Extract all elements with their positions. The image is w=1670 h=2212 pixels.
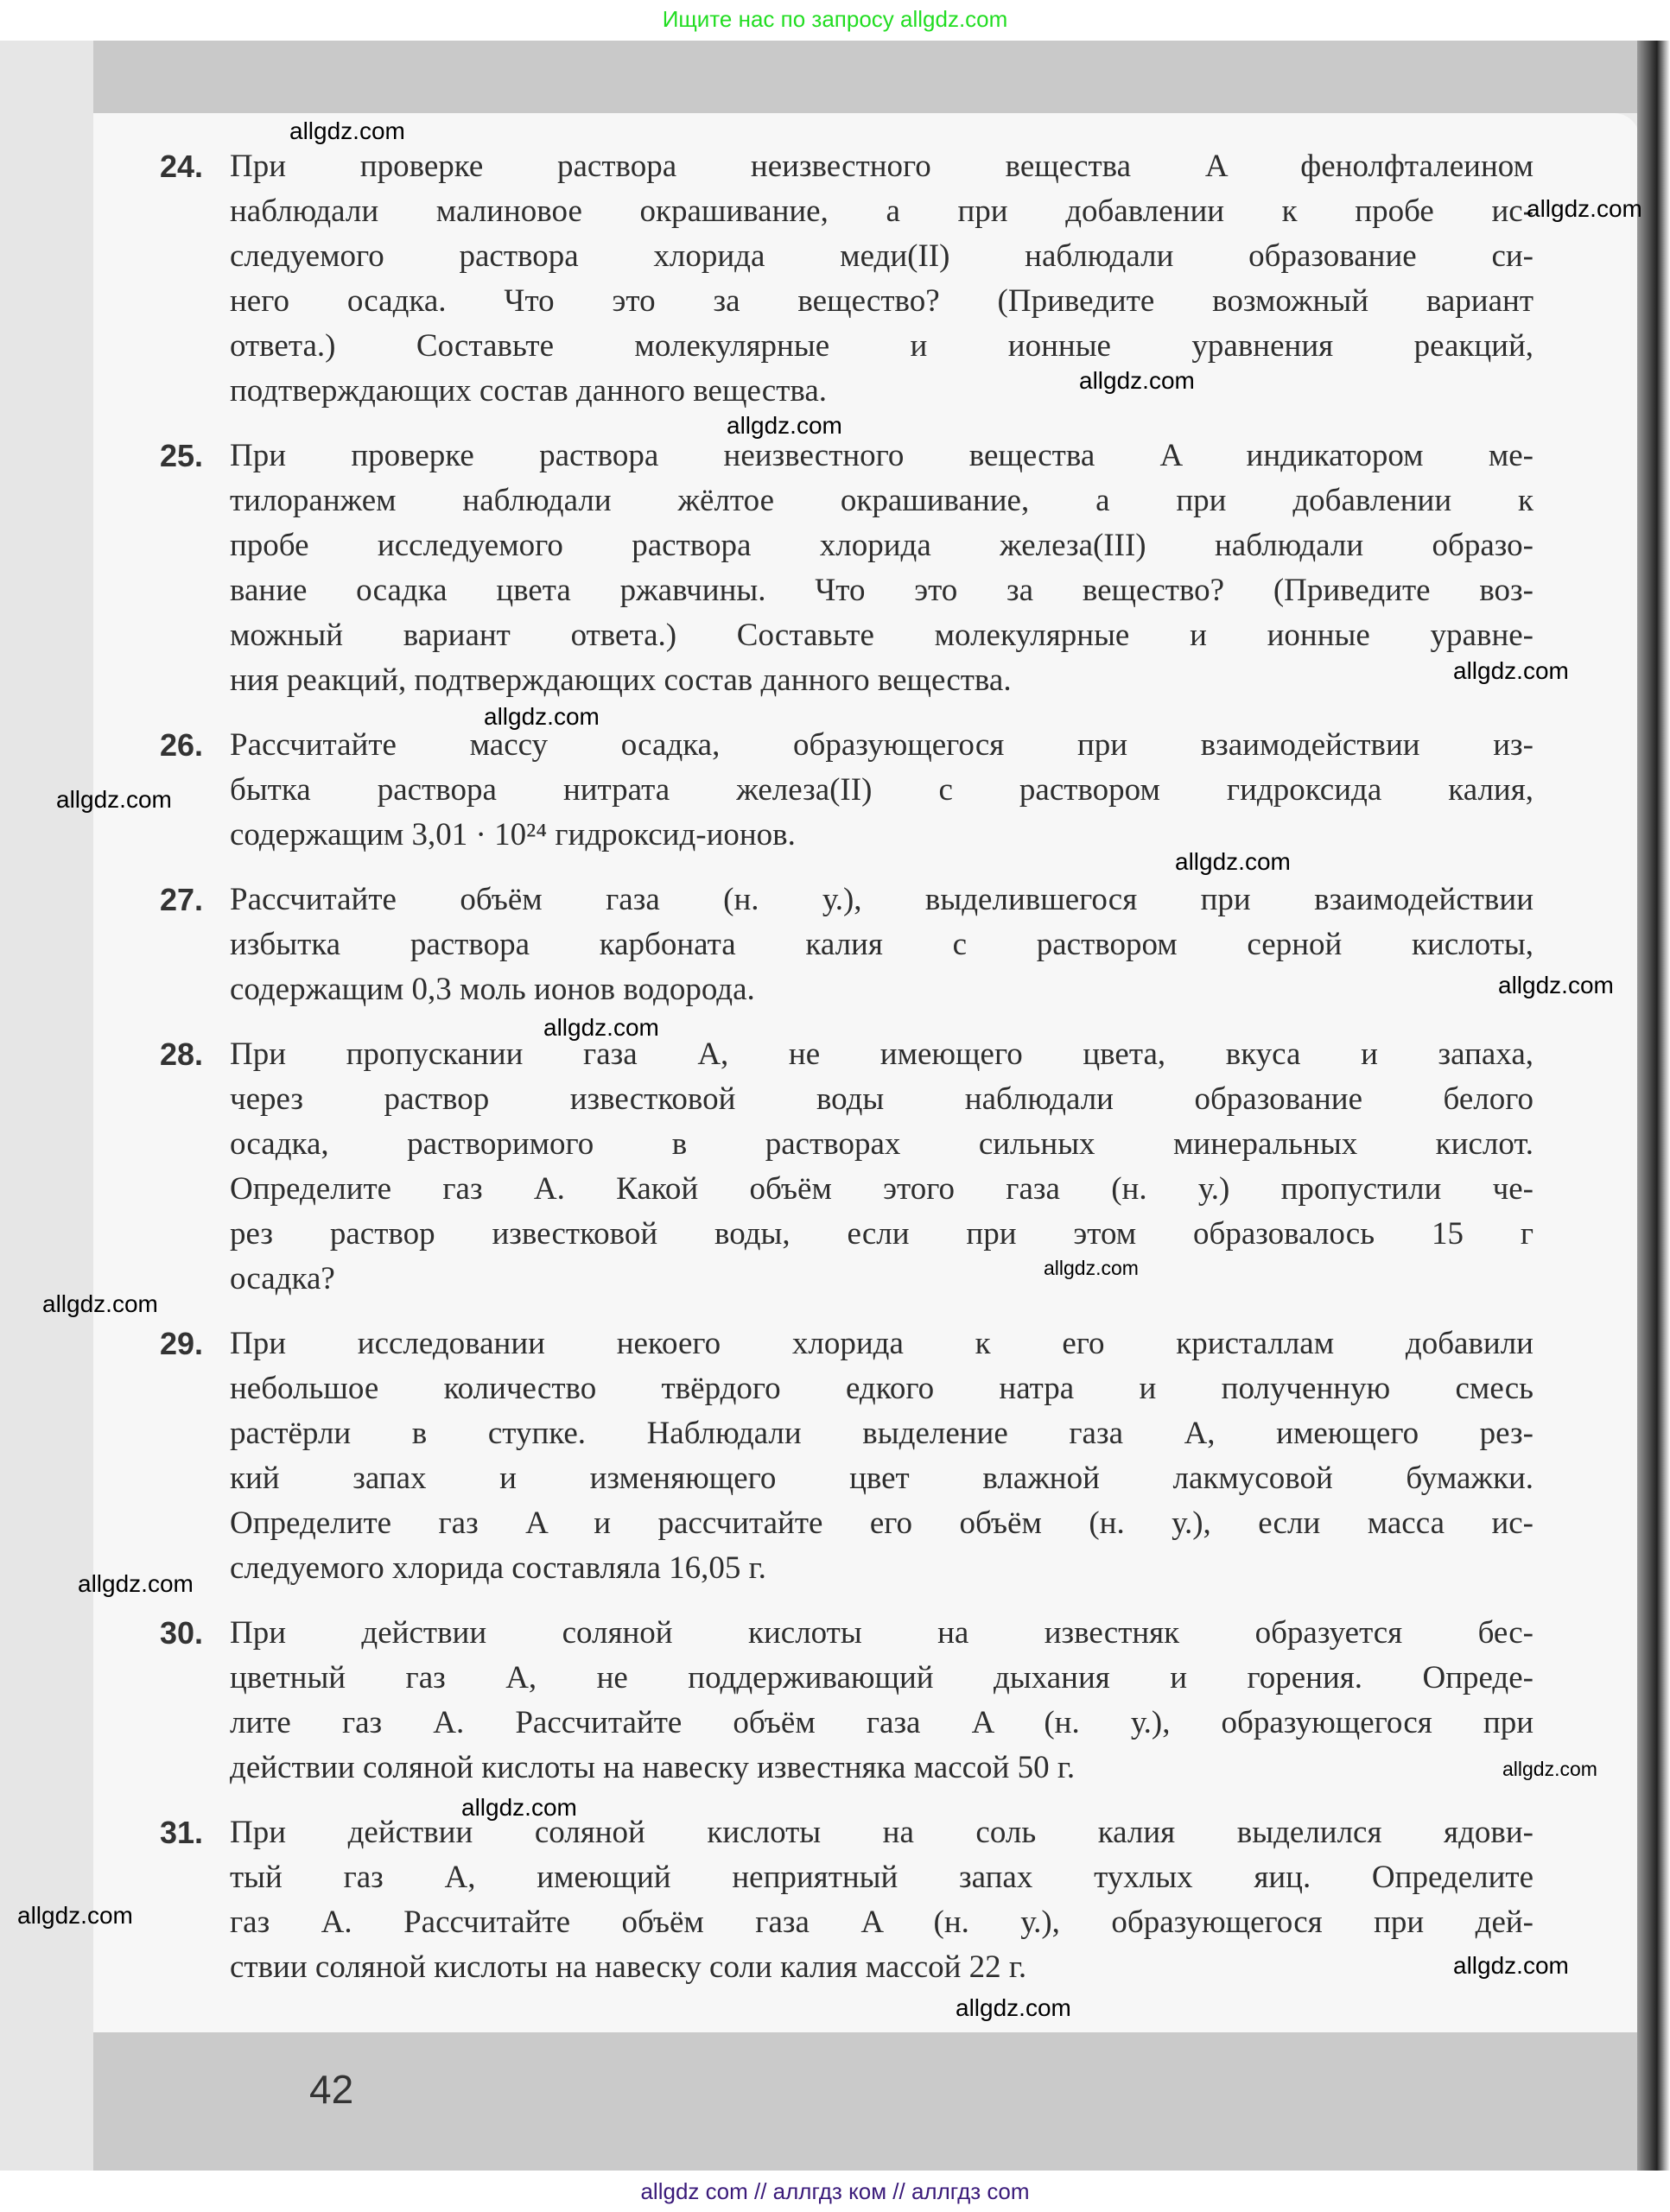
text-line: тый газ A, имеющий неприятный запах тухлых яиц. Определите bbox=[230, 1860, 1533, 1895]
header-band bbox=[93, 41, 1640, 113]
text-line: лите газ A. Рассчитайте объём газа A (н. у.), образующегося при bbox=[230, 1705, 1533, 1740]
watermark-link[interactable]: allgdz.com bbox=[1502, 1758, 1597, 1780]
problem-31 bbox=[160, 1810, 1533, 1990]
text-line: Рассчитайте массу осадка, образующегося при взаимодействии из- bbox=[230, 727, 1533, 763]
binding-shadow bbox=[1637, 41, 1670, 2171]
text-line: При действии соляной кислоты на соль калия выделился ядови- bbox=[230, 1815, 1533, 1850]
text-line: кий запах и изменяющего цвет влажной лакмусовой бумажки. bbox=[230, 1461, 1533, 1496]
text-line: При проверке раствора неизвестного вещества A фенолфталеином bbox=[230, 149, 1533, 184]
watermark-link[interactable]: allgdz.com bbox=[56, 786, 172, 813]
problem-25 bbox=[160, 434, 1533, 703]
watermark-link[interactable]: allgdz.com bbox=[1498, 972, 1614, 998]
problem-text bbox=[230, 1810, 1533, 1990]
problem-number: 30. bbox=[160, 1615, 204, 1651]
watermark-link[interactable]: allgdz.com bbox=[543, 1014, 659, 1041]
problem-number: 27. bbox=[160, 882, 204, 917]
text-line: Определите газ A и рассчитайте его объём (н. у.), если масса ис- bbox=[230, 1505, 1533, 1541]
text-line: осадка? bbox=[230, 1261, 335, 1296]
problem-text bbox=[230, 1032, 1533, 1302]
text-line: ния реакций, подтверждающих состав данного вещества. bbox=[230, 662, 1012, 698]
problem-24 bbox=[160, 144, 1533, 414]
text-line: следуемого хлорида составляла 16,05 г. bbox=[230, 1550, 766, 1586]
text-line: подтверждающих состав данного вещества. bbox=[230, 373, 828, 409]
text-line: При исследовании некоего хлорида к его кристаллам добавили bbox=[230, 1326, 1533, 1361]
problem-29 bbox=[160, 1321, 1533, 1591]
text-line: ответа.) Составьте молекулярные и ионные уравнения реакций, bbox=[230, 328, 1533, 364]
search-banner[interactable]: Ищите нас по запросу allgdz.com bbox=[662, 6, 1008, 32]
text-line: При действии соляной кислоты на известняк образуется бес- bbox=[230, 1615, 1533, 1651]
text-line: Определите газ A. Какой объём этого газа (н. у.) пропустили че- bbox=[230, 1171, 1533, 1207]
problem-text bbox=[230, 144, 1533, 414]
text-line: газ A. Рассчитайте объём газа A (н. у.), образующегося при дей- bbox=[230, 1905, 1533, 1940]
watermark-link[interactable]: allgdz.com bbox=[289, 117, 405, 144]
text-line: него осадка. Что это за вещество? (Приведите возможный вариант bbox=[230, 283, 1533, 319]
text-line: через раствор известковой воды наблюдали образование белого bbox=[230, 1081, 1533, 1117]
text-line: тилоранжем наблюдали жёлтое окрашивание, а при добавлении к bbox=[230, 483, 1533, 518]
watermark-link[interactable]: allgdz.com bbox=[78, 1570, 194, 1597]
text-line: ствии соляной кислоты на навеску соли калия массой 22 г. bbox=[230, 1949, 1027, 1985]
problem-text bbox=[230, 434, 1533, 703]
text-line: содержащим 0,3 моль ионов водорода. bbox=[230, 972, 755, 1007]
text-line: При пропускании газа A, не имеющего цвета, вкуса и запаха, bbox=[230, 1036, 1533, 1072]
text-line: растёрли в ступке. Наблюдали выделение газа A, имеющего рез- bbox=[230, 1416, 1533, 1451]
text-line: следуемого раствора хлорида меди(II) наблюдали образование си- bbox=[230, 238, 1533, 274]
watermark-link[interactable]: allgdz.com bbox=[17, 1902, 133, 1929]
problem-30 bbox=[160, 1611, 1533, 1791]
problem-number: 29. bbox=[160, 1326, 204, 1361]
watermark-link[interactable]: allgdz.com bbox=[484, 703, 600, 730]
text-line: осадка, растворимого в растворах сильных минеральных кислот. bbox=[230, 1126, 1533, 1162]
text-line: Рассчитайте объём газа (н. у.), выделившегося при взаимодействии bbox=[230, 882, 1533, 917]
problems-list bbox=[160, 144, 1533, 2010]
page-edge bbox=[0, 41, 93, 2171]
problem-number: 26. bbox=[160, 727, 204, 763]
text-line: наблюдали малиновое окрашивание, а при добавлении к пробе ис- bbox=[230, 193, 1533, 229]
problem-27 bbox=[160, 878, 1533, 1012]
problem-text bbox=[230, 723, 1533, 858]
text-line: содержащим 3,01 · 10²⁴ гидроксид-ионов. bbox=[230, 817, 796, 852]
watermark-link[interactable]: allgdz.com bbox=[42, 1290, 158, 1317]
watermark-link[interactable]: allgdz.com bbox=[1044, 1257, 1139, 1279]
text-line: можный вариант ответа.) Составьте молекулярные и ионные уравне- bbox=[230, 618, 1533, 653]
page-number: 42 bbox=[309, 2067, 354, 2112]
watermark-link[interactable]: allgdz.com bbox=[1453, 657, 1569, 684]
problem-28 bbox=[160, 1032, 1533, 1302]
watermark-link[interactable]: allgdz.com bbox=[727, 412, 842, 439]
text-line: пробе исследуемого раствора хлорида железа(III) наблюдали образо- bbox=[230, 528, 1533, 563]
watermark-link[interactable]: allgdz.com bbox=[1079, 367, 1195, 394]
watermark-link[interactable]: allgdz.com bbox=[461, 1794, 577, 1821]
problem-text bbox=[230, 1611, 1533, 1791]
text-line: вание осадка цвета ржавчины. Что это за вещество? (Приведите воз- bbox=[230, 573, 1533, 608]
problem-number: 24. bbox=[160, 149, 204, 184]
problem-text bbox=[230, 1321, 1533, 1591]
text-line: цветный газ A, не поддерживающий дыхания и горения. Опреде- bbox=[230, 1660, 1533, 1695]
text-line: При проверке раствора неизвестного вещества A индикатором ме- bbox=[230, 438, 1533, 473]
text-line: избытка раствора карбоната калия с раствором серной кислоты, bbox=[230, 927, 1533, 962]
text-line: небольшое количество твёрдого едкого натра и полученную смесь bbox=[230, 1371, 1533, 1406]
text-line: действии соляной кислоты на навеску известняка массой 50 г. bbox=[230, 1750, 1076, 1785]
problem-number: 25. bbox=[160, 438, 204, 473]
problem-number: 28. bbox=[160, 1036, 204, 1072]
watermark-link[interactable]: allgdz.com bbox=[1453, 1952, 1569, 1979]
problem-number: 31. bbox=[160, 1815, 204, 1850]
text-line: бытка раствора нитрата железа(II) с раствором гидроксида калия, bbox=[230, 772, 1533, 808]
watermark-link[interactable]: allgdz.com bbox=[1527, 195, 1642, 222]
watermark-link[interactable]: allgdz.com bbox=[1175, 848, 1291, 875]
problem-text bbox=[230, 878, 1533, 1012]
watermark-link[interactable]: allgdz.com bbox=[956, 1994, 1071, 2021]
problem-26 bbox=[160, 723, 1533, 858]
footer-links[interactable]: allgdz com // аллгдз ком // аллгдз com bbox=[640, 2178, 1030, 2204]
text-line: рез раствор известковой воды, если при этом образовалось 15 г bbox=[230, 1216, 1533, 1252]
